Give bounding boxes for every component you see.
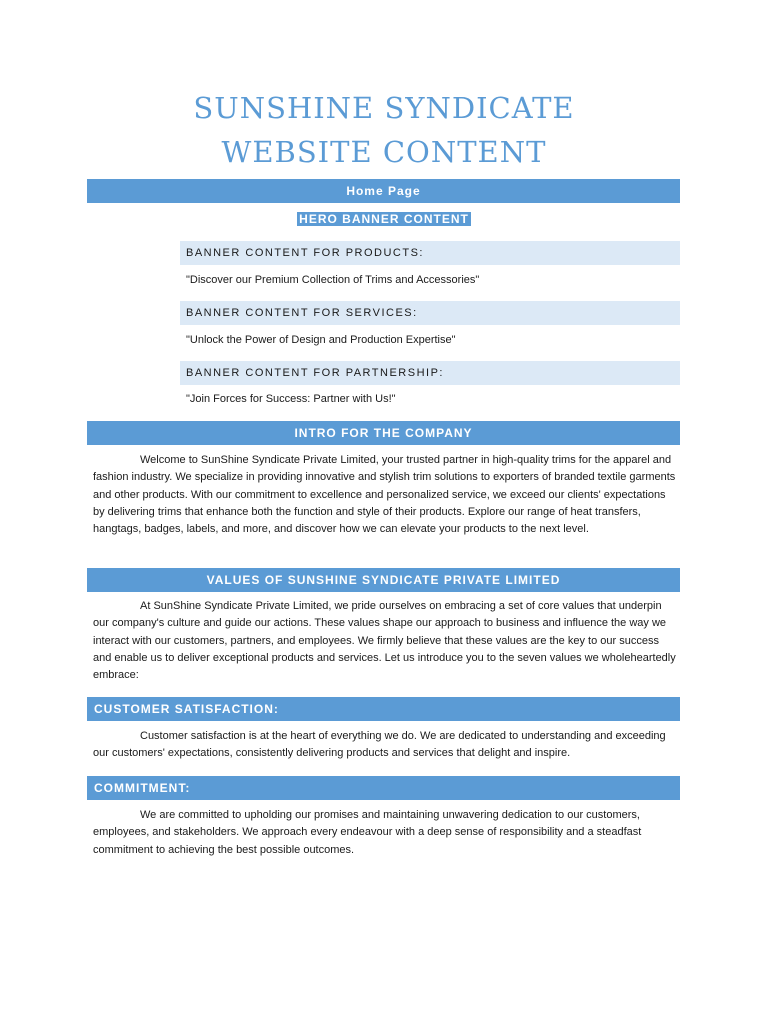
- home-page-heading: Home Page: [87, 179, 680, 203]
- hero-banner-label-text: HERO BANNER CONTENT: [299, 212, 469, 226]
- banner-products-label: BANNER CONTENT FOR PRODUCTS:: [180, 241, 680, 265]
- customer-satisfaction-heading: CUSTOMER SATISFACTION:: [87, 697, 680, 721]
- intro-heading: INTRO FOR THE COMPANY: [87, 421, 680, 445]
- banner-partnership-label: BANNER CONTENT FOR PARTNERSHIP:: [180, 361, 680, 385]
- commitment-heading: COMMITMENT:: [87, 776, 680, 800]
- intro-body: Welcome to SunShine Syndicate Private Limited, your trusted partner in high-quality trims for the apparel and fashion industry. We specialize in providing innovative and stylish trim solutions to exporters of branded textile garments and other products. With our commitment to excellence and personalized service, we exceed our clients' expectations by delivering trims that enhance both the function and style of their products. Explore our range of heat transfers, hangtags, badges, labels, and more, and discover how we can elevate your products to the next level.: [93, 454, 676, 536]
- values-body: At SunShine Syndicate Private Limited, we pride ourselves on embracing a set of core values that underpin our company's culture and guide our actions. These values shape our approach to business and influence the way we interact with our customers, partners, and employees. We firmly believe that these values are the key to our success and enable us to deliver exceptional products and services. Let us introduce you to the seven values we wholeheartedly embrace:: [93, 600, 676, 682]
- banner-partnership-text: "Join Forces for Success: Partner with Us!": [186, 393, 396, 405]
- banner-services-text: "Unlock the Power of Design and Production Expertise": [186, 334, 456, 346]
- banner-products-text: "Discover our Premium Collection of Trims and Accessories": [186, 274, 480, 286]
- banner-services-label: BANNER CONTENT FOR SERVICES:: [180, 301, 680, 325]
- customer-satisfaction-body: Customer satisfaction is at the heart of everything we do. We are dedicated to understanding and exceeding our customers' expectations, consistently delivering products and services that delight and inspire.: [93, 730, 666, 760]
- commitment-body: We are committed to upholding our promises and maintaining unwavering dedication to our customers, employees, and stakeholders. We approach every endeavour with a deep sense of responsibility and a steadfast commitment to achieving the best possible outcomes.: [93, 809, 642, 856]
- document-title: SUNSHINE SYNDICATE WEBSITE CONTENT: [193, 91, 575, 169]
- hero-banner-label: [0, 211, 768, 227]
- values-heading: VALUES OF SUNSHINE SYNDICATE PRIVATE LIMITED: [87, 568, 680, 592]
